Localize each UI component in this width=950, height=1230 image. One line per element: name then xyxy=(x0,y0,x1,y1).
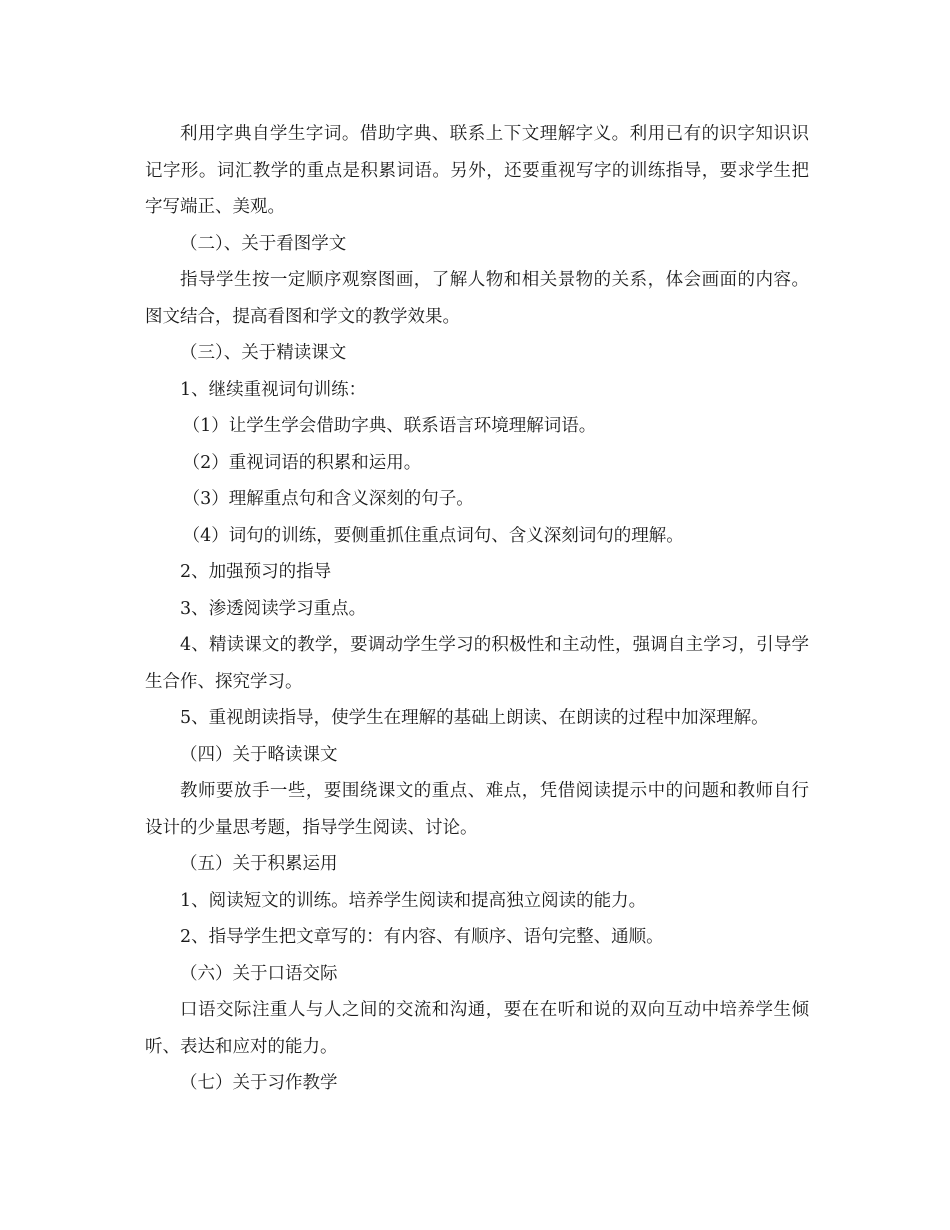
list-item-sub-2: （2）重视词语的积累和运用。 xyxy=(182,452,422,473)
list-item-sub-1: （1）让学生学会借助字典、联系语言环境理解词语。 xyxy=(182,416,597,436)
list-item-word-training: 1、继续重视词句训练： xyxy=(180,379,367,400)
heading-picture-reading: （二）、关于看图学文 xyxy=(180,233,347,254)
list-item-reading-aloud: 5、重视朗读指导，使学生在理解的基础上朗读、在朗读的过程中加深理解。 xyxy=(180,708,769,728)
list-item-sub-4: （4）词句的训练，要侧重抓住重点词句、含义深刻词句的理解。 xyxy=(182,525,684,546)
heading-oral-communication: （六）关于口语交际 xyxy=(180,963,338,984)
paragraph-picture-reading: 指导学生按一定顺序观察图画，了解人物和相关景物的关系，体会画面的内容。图文结合，提高看图和学文的教学效果。 xyxy=(145,270,809,327)
paragraph-skim-reading: 教师要放手一些，要围绕课文的重点、难点，凭借阅读提示中的问题和教师自行设计的少量思考题，指导学生阅读、讨论。 xyxy=(145,781,809,838)
heading-accumulation: （五）关于积累运用 xyxy=(180,854,338,874)
list-item-reading-focus: 3、渗透阅读学习重点。 xyxy=(180,598,367,619)
list-item-preview: 2、加强预习的指导 xyxy=(180,562,332,582)
heading-intensive-reading: （三）、关于精读课文 xyxy=(180,343,347,363)
list-item-short-text: 1、阅读短文的训练。培养学生阅读和提高独立阅读的能力。 xyxy=(180,890,647,911)
paragraph-literacy: 利用字典自学生字词。借助字典、联系上下文理解字义。利用已有的识字知识识记字形。词汇教学的重点是积累词语。另外，还要重视写字的训练指导，要求学生把字写端正、美观。 xyxy=(145,124,809,217)
heading-skim-reading: （四）关于略读课文 xyxy=(180,744,338,765)
list-item-writing-guidance: 2、指导学生把文章写的：有内容、有顺序、语句完整、通顺。 xyxy=(180,927,664,947)
list-item-sub-3: （3）理解重点句和含义深刻的句子。 xyxy=(182,489,474,509)
heading-composition: （七）关于习作教学 xyxy=(180,1073,338,1093)
list-item-intensive-teaching: 4、精读课文的教学，要调动学生学习的积极性和主动性，强调自主学习，引导学生合作、探究学习。 xyxy=(145,635,809,692)
document-body xyxy=(145,116,809,1102)
paragraph-oral-communication: 口语交际注重人与人之间的交流和沟通，要在在听和说的双向互动中培养学生倾听、表达和应对的能力。 xyxy=(145,1000,809,1057)
